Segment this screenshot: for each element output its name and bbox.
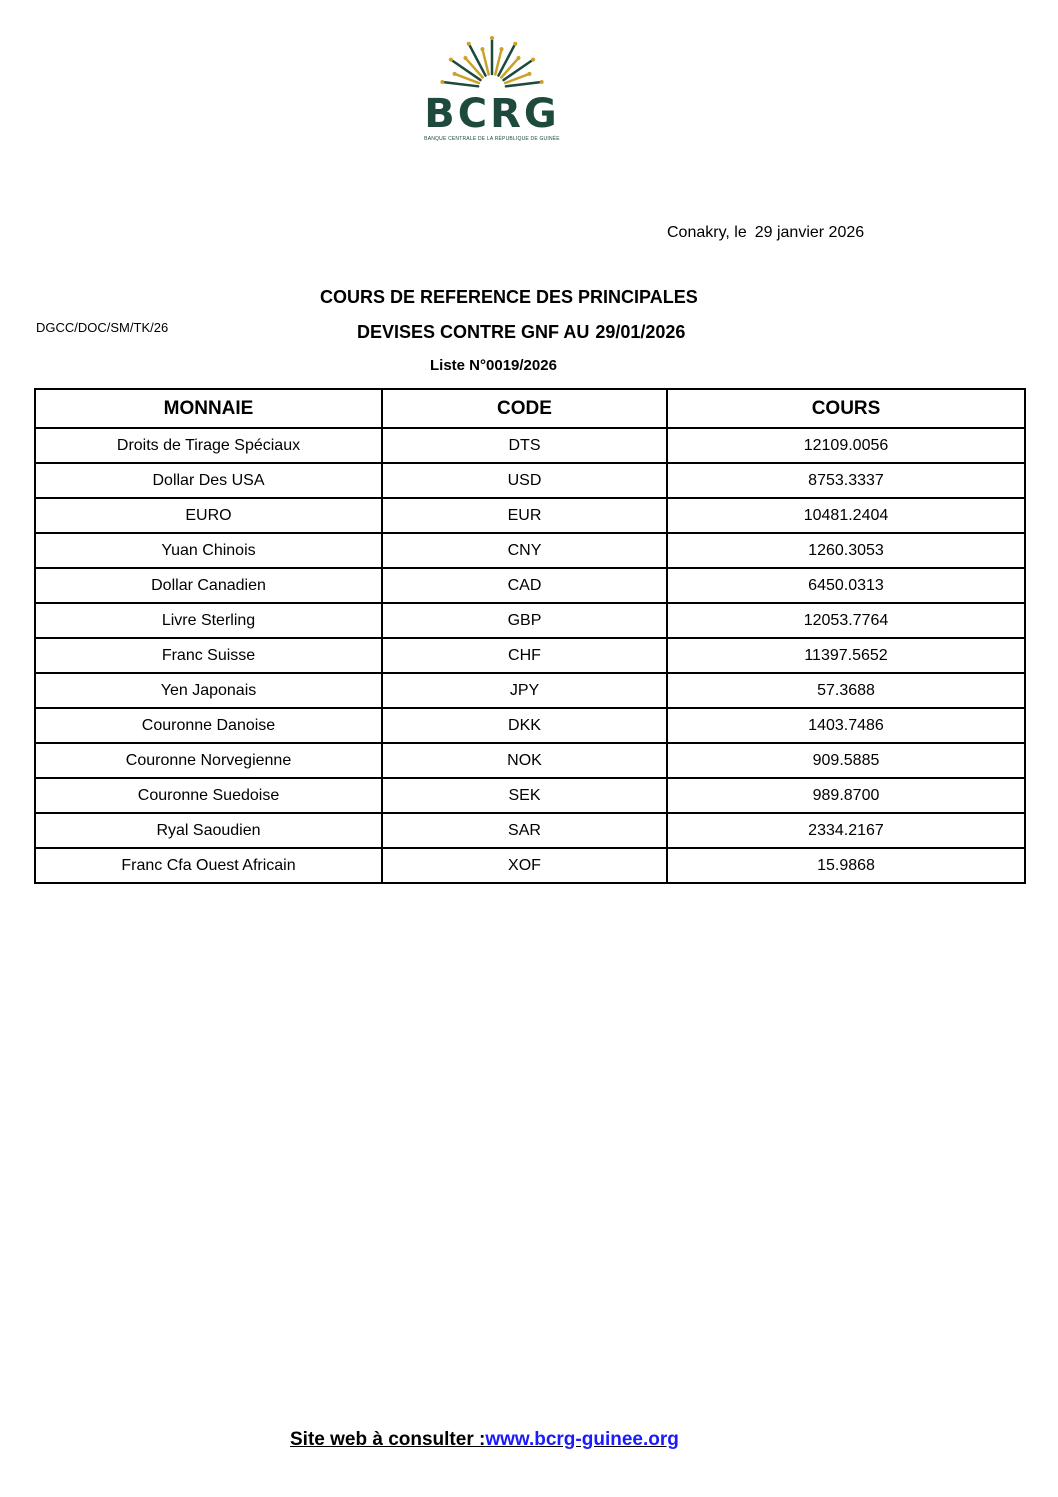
cell-cours: 10481.2404 [667,498,1025,533]
cell-cours: 2334.2167 [667,813,1025,848]
title-date: 29/01/2026 [595,322,686,342]
cell-code: XOF [382,848,667,883]
cell-cours: 6450.0313 [667,568,1025,603]
cell-monnaie: Ryal Saoudien [35,813,382,848]
table-row [35,813,1025,848]
cell-code: DTS [382,428,667,463]
table-row [35,603,1025,638]
logo-subtitle: BANQUE CENTRALE DE LA RÉPUBLIQUE DE GUINÉE [424,136,560,142]
logo-wordmark: BCRG [424,91,560,137]
document-title-line2 [357,322,685,343]
cell-monnaie: EURO [35,498,382,533]
table-row [35,708,1025,743]
cell-code: CNY [382,533,667,568]
footer-label: Site web à consulter : [290,1429,486,1450]
cell-code: CHF [382,638,667,673]
cell-cours: 1403.7486 [667,708,1025,743]
cell-cours: 12109.0056 [667,428,1025,463]
cell-cours: 909.5885 [667,743,1025,778]
column-header-cours: COURS [667,389,1025,428]
cell-code: SAR [382,813,667,848]
cell-cours: 12053.7764 [667,603,1025,638]
cell-code: USD [382,463,667,498]
date-value: 29 janvier 2026 [754,224,865,241]
cell-code: DKK [382,708,667,743]
cell-monnaie: Couronne Suedoise [35,778,382,813]
table-row [35,848,1025,883]
cell-cours: 11397.5652 [667,638,1025,673]
date-line [667,224,864,242]
column-header-code: CODE [382,389,667,428]
cell-cours: 15.9868 [667,848,1025,883]
cell-monnaie: Yuan Chinois [35,533,382,568]
cell-code: EUR [382,498,667,533]
cell-monnaie: Couronne Danoise [35,708,382,743]
cell-cours: 989.8700 [667,778,1025,813]
cell-cours: 1260.3053 [667,533,1025,568]
table-row [35,428,1025,463]
table-row [35,498,1025,533]
table-row [35,638,1025,673]
cell-monnaie: Franc Suisse [35,638,382,673]
table-row [35,463,1025,498]
cell-cours: 57.3688 [667,673,1025,708]
title-prefix: DEVISES CONTRE GNF AU [357,322,590,342]
table-row [35,778,1025,813]
cell-monnaie: Yen Japonais [35,673,382,708]
website-link[interactable]: www.bcrg-guinee.org [485,1429,679,1450]
cell-monnaie: Dollar Des USA [35,463,382,498]
table-row [35,533,1025,568]
cell-monnaie: Droits de Tirage Spéciaux [35,428,382,463]
table-row [35,568,1025,603]
reference-code: DGCC/DOC/SM/TK/26 [36,320,169,335]
column-header-monnaie: MONNAIE [35,389,382,428]
table-header-row [35,389,1025,428]
list-number: Liste N°0019/2026 [430,357,557,374]
document-title-line1: COURS DE REFERENCE DES PRINCIPALES [320,287,698,307]
table-row [35,743,1025,778]
cell-monnaie: Dollar Canadien [35,568,382,603]
cell-code: JPY [382,673,667,708]
cell-monnaie: Livre Sterling [35,603,382,638]
date-label: Conakry, le [667,224,747,241]
cell-code: CAD [382,568,667,603]
cell-code: GBP [382,603,667,638]
cell-monnaie: Franc Cfa Ouest Africain [35,848,382,883]
cell-code: SEK [382,778,667,813]
cell-code: NOK [382,743,667,778]
logo-sunburst-icon [420,36,564,92]
footer [290,1429,679,1451]
bcrg-logo [420,36,564,146]
cell-monnaie: Couronne Norvegienne [35,743,382,778]
cell-cours: 8753.3337 [667,463,1025,498]
table-row [35,673,1025,708]
exchange-rates-table [34,388,1026,884]
